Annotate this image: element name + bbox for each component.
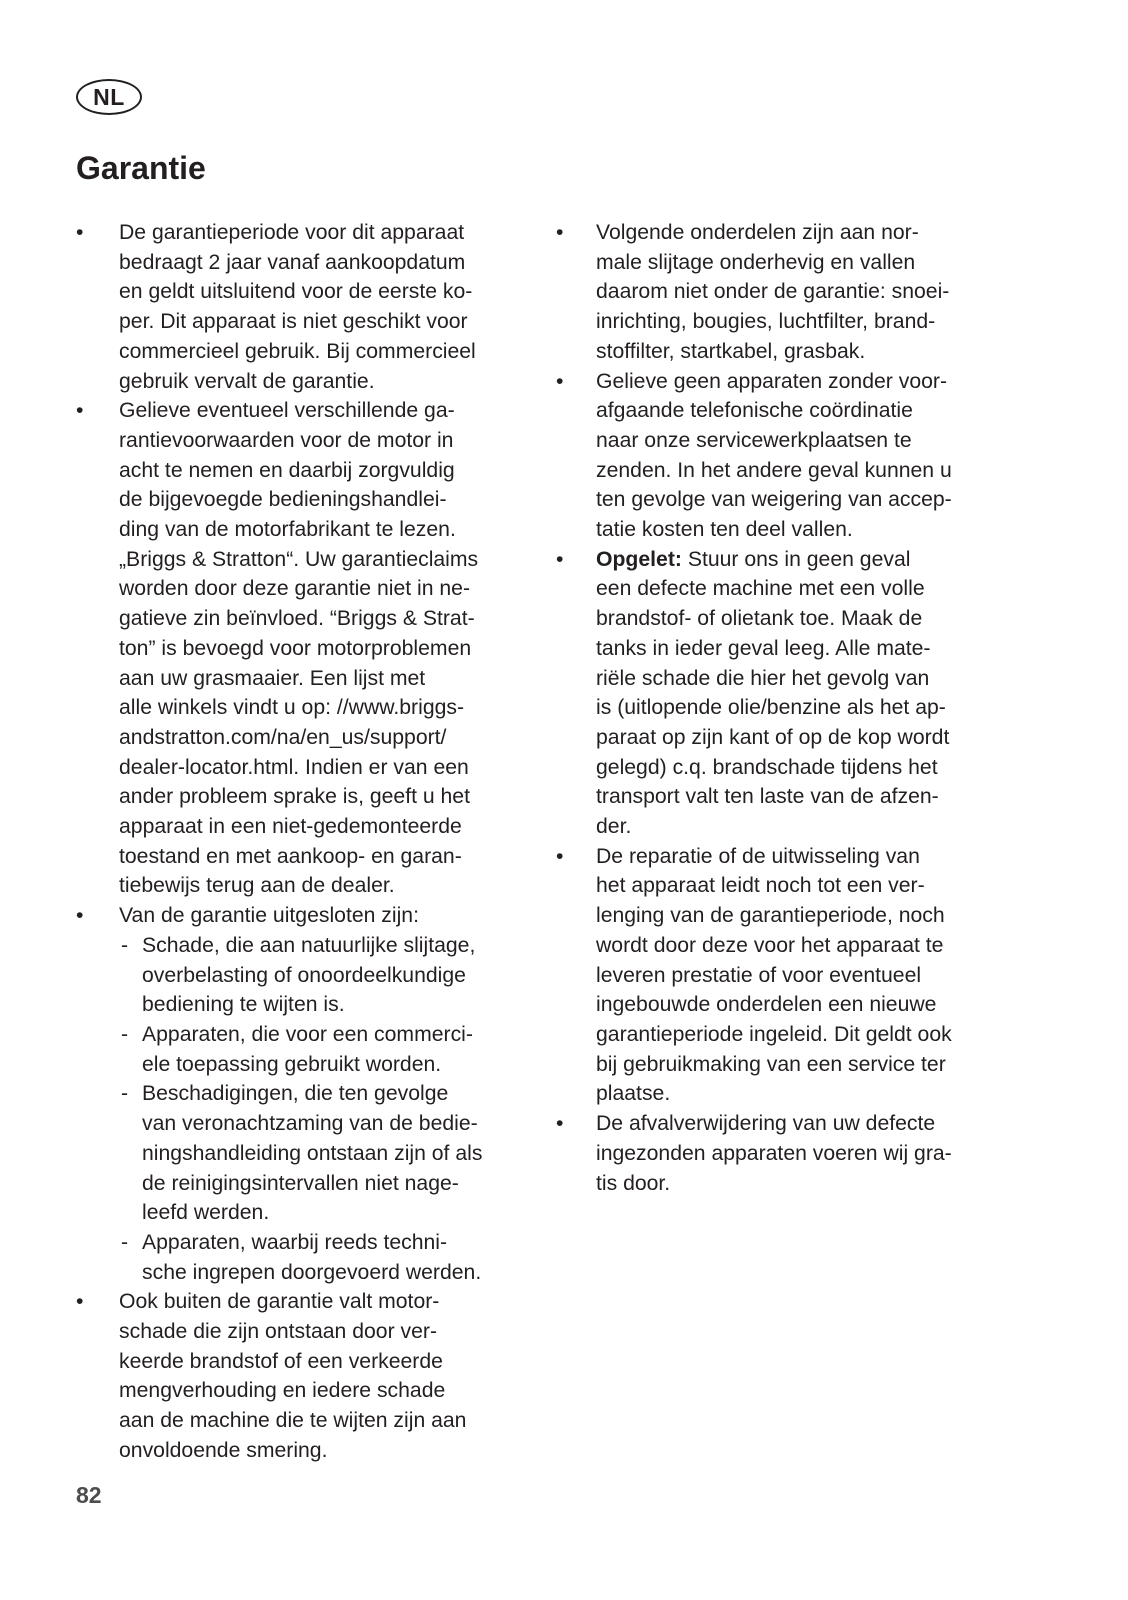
text-line: • Van de garantie uitgesloten zijn: xyxy=(119,904,419,928)
text-line: aan de machine die te wijten zijn aan xyxy=(119,1409,467,1433)
text-line: • De garantieperiode voor dit apparaat xyxy=(119,221,465,244)
text-line: paraat op zijn kant of op de kop wordt xyxy=(596,725,950,749)
warranty-item-wear-parts xyxy=(556,218,1026,367)
text-line: - Schade, die aan natuurlijke slijtage, xyxy=(142,933,476,957)
text-line: van veronachtzaming van de bedie- xyxy=(142,1112,478,1136)
exclusion-item xyxy=(119,1228,536,1287)
text-line: gatieve zin beïnvloed. “Briggs & Strat- xyxy=(119,607,475,631)
text-line: lenging van de garantieperiode, noch xyxy=(596,904,945,928)
text-line: tanks in ieder geval leeg. Alle mate- xyxy=(596,636,931,660)
text-line: - Beschadigingen, die ten gevolge xyxy=(142,1082,449,1106)
text-line: tatie kosten ten deel vallen. xyxy=(596,518,853,542)
text-line: • Ook buiten de garantie valt motor- xyxy=(119,1290,440,1314)
text-line: gelegd) c.q. brandschade tijdens het xyxy=(596,755,938,779)
text-line: mengverhouding en iedere schade xyxy=(119,1379,446,1403)
text-line: gebruik vervalt de garantie. xyxy=(119,369,375,393)
warranty-item-caution xyxy=(556,545,1026,842)
text-line: • Volgende onderdelen zijn aan nor- xyxy=(596,221,919,244)
text-line: schade die zijn ontstaan door ver- xyxy=(119,1320,437,1344)
text-line: riële schade die hier het gevolg van xyxy=(596,666,930,690)
text-line: dealer-locator.html. Indien er van een xyxy=(119,755,469,779)
text-line: apparaat in een niet-gedemonteerde xyxy=(119,815,462,839)
text-line: garantieperiode ingeleid. Dit geldt ook xyxy=(596,1022,952,1046)
text-line: der. xyxy=(596,815,632,839)
right-column xyxy=(556,218,1026,1198)
text-line: ningshandleiding ontstaan zijn of als xyxy=(142,1141,483,1165)
text-line: • Gelieve eventueel verschillende ga- xyxy=(119,399,455,423)
text-line: inrichting, bougies, luchtfilter, brand- xyxy=(596,310,936,334)
text-line: ingezonden apparaten voeren wij gra- xyxy=(596,1141,952,1165)
text-line: ingebouwde onderdelen een nieuwe xyxy=(596,993,937,1017)
exclusion-item xyxy=(119,1020,536,1079)
text-line: toestand en met aankoop- en garan- xyxy=(119,844,462,868)
warranty-item-disposal xyxy=(556,1109,1026,1198)
text-line: • De afvalverwijdering van uw defecte xyxy=(596,1112,936,1136)
text-line: stoffilter, startkabel, grasbak. xyxy=(596,339,866,363)
text-line: „Briggs & Stratton“. Uw garantieclaims xyxy=(119,547,479,571)
warranty-item-fuel xyxy=(76,1287,536,1465)
text-line: is (uitlopende olie/benzine als het ap- xyxy=(596,696,946,720)
text-line: tiebewijs terug aan de dealer. xyxy=(119,874,395,898)
text-line: en geldt uitsluitend voor de eerste ko- xyxy=(119,280,473,304)
text-line: commercieel gebruik. Bij commercieel xyxy=(119,339,476,363)
caution-label: Opgelet: xyxy=(596,547,682,571)
text-line: plaatse. xyxy=(596,1082,671,1106)
text-line: worden door deze garantie niet in ne- xyxy=(119,577,471,601)
text-line: ton” is bevoegd voor motorproblemen xyxy=(119,636,472,660)
text-line: alle winkels vindt u op: //www.briggs- xyxy=(119,696,465,720)
warranty-item-shipping xyxy=(556,367,1026,545)
warranty-item-period xyxy=(76,218,536,396)
exclusion-item xyxy=(119,931,536,1020)
text-line: - Apparaten, waarbij reeds techni- xyxy=(142,1230,448,1254)
text-line: - Apparaten, die voor een commerci- xyxy=(142,1022,473,1046)
text-line: • Gelieve geen apparaten zonder voor- xyxy=(596,369,948,393)
text-line: bij gebruikmaking van een service ter xyxy=(596,1052,946,1076)
text-line: per. Dit apparaat is niet geschikt voor xyxy=(119,310,468,334)
text-line: ten gevolge van weigering van accep- xyxy=(596,488,952,512)
text-line: male slijtage onderhevig en vallen xyxy=(596,250,916,274)
text-line: het apparaat leidt noch tot een ver- xyxy=(596,874,925,898)
page-title: Garantie xyxy=(76,150,206,186)
text-line: een defecte machine met een volle xyxy=(596,577,925,601)
text-line: keerde brandstof of een verkeerde xyxy=(119,1349,443,1373)
text-line: wordt door deze voor het apparaat te xyxy=(596,933,944,957)
text-line: overbelasting of onoordeelkundige xyxy=(142,963,466,987)
text-line: • De reparatie of de uitwisseling van xyxy=(596,844,920,868)
text-line: onvoldoende smering. xyxy=(119,1438,328,1462)
text-line xyxy=(596,545,1026,575)
text-line: brandstof- of olietank toe. Maak de xyxy=(596,607,923,631)
warranty-list-left xyxy=(76,218,536,1466)
text-line: sche ingrepen doorgevoerd werden. xyxy=(142,1260,482,1284)
text-line: afgaande telefonische coördinatie xyxy=(596,399,913,423)
text-line: acht te nemen en daarbij zorgvuldig xyxy=(119,458,455,482)
warranty-item-exclusions xyxy=(76,901,536,1287)
text-line: andstratton.com/na/en_us/support/ xyxy=(119,725,447,749)
caution-text: Stuur ons in geen geval xyxy=(681,547,911,571)
text-line: zenden. In het andere geval kunnen u xyxy=(596,458,952,482)
left-column xyxy=(76,218,536,1466)
text-line: de reinigingsintervallen niet nage- xyxy=(142,1171,459,1195)
warranty-item-repair xyxy=(556,842,1026,1109)
warranty-list-right xyxy=(556,218,1026,1198)
text-line: de bijgevoegde bedieningshandlei- xyxy=(119,488,447,512)
text-line: transport valt ten laste van de afzen- xyxy=(596,785,939,809)
text-line: leefd werden. xyxy=(142,1201,270,1225)
text-line: naar onze servicewerkplaatsen te xyxy=(596,428,912,452)
text-line: daarom niet onder de garantie: snoei- xyxy=(596,280,950,304)
exclusion-sublist xyxy=(119,931,536,1287)
text-line: bedraagt 2 jaar vanaf aankoopdatum xyxy=(119,250,466,274)
text-line: leveren prestatie of voor eventueel xyxy=(596,963,922,987)
text-line: tis door. xyxy=(596,1171,671,1195)
text-line: ding van de motorfabrikant te lezen. xyxy=(119,518,456,542)
text-line: ander probleem sprake is, geeft u het xyxy=(119,785,470,809)
text-line: aan uw grasmaaier. Een lijst met xyxy=(119,666,426,690)
text-line: rantievoorwaarden voor de motor in xyxy=(119,428,454,452)
text-line: bediening te wijten is. xyxy=(142,993,345,1017)
language-badge: NL xyxy=(76,79,142,115)
page-number: 82 xyxy=(76,1482,102,1508)
exclusion-item xyxy=(119,1079,536,1228)
text-line: ele toepassing gebruikt worden. xyxy=(142,1052,442,1076)
warranty-item-motor xyxy=(76,396,536,901)
